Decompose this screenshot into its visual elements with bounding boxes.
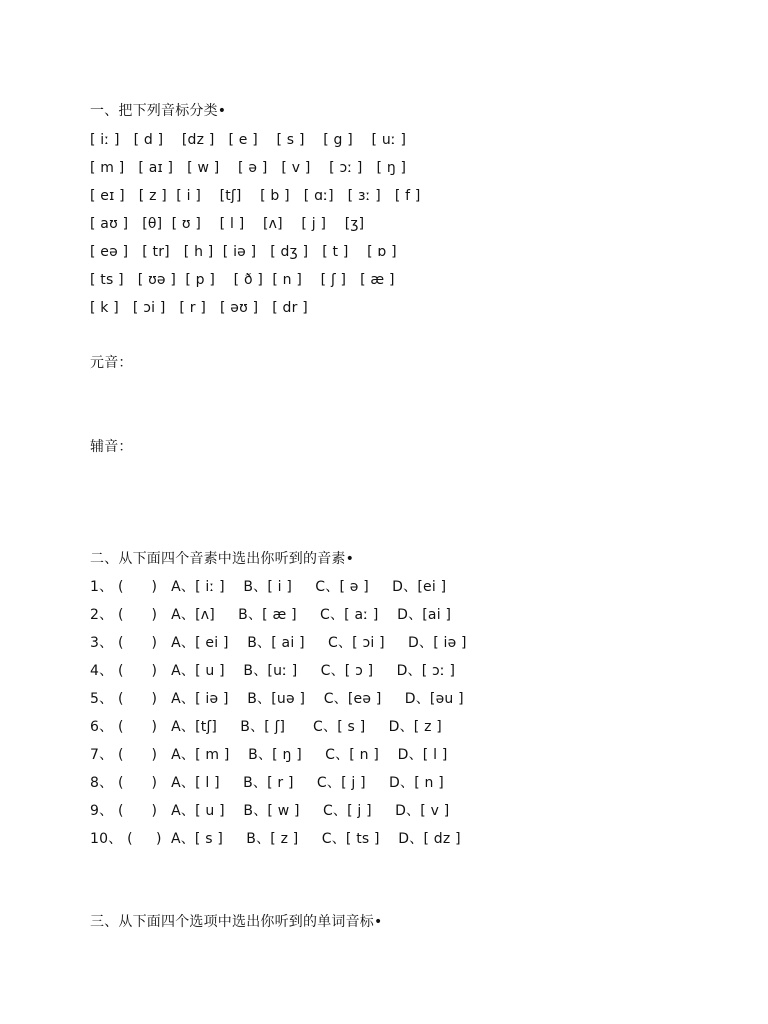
phonetic-row-1: [ iː ] [ d ] [dz ] [ e ] [ s ] [ g ] [ uː ]: [90, 132, 407, 148]
phonetic-row-2: [ m ] [ aɪ ] [ w ] [ ə ] [ v ] [ ɔː ] [ ŋ ]: [90, 160, 407, 176]
phonetic-row-3: [ eɪ ] [ z ] [ i ] [tʃ] [ b ] [ ɑː] [ ɜː ] [ f ]: [90, 188, 421, 204]
section2-heading: 二、从下面四个音素中选出你听到的音素•: [90, 551, 355, 567]
question-row-9: 9、 ( ) A、[ u ] B、[ w ] C、[ j ] D、[ v ]: [90, 803, 450, 819]
question-row-8: 8、 ( ) A、[ l ] B、[ r ] C、[ j ] D、[ n ]: [90, 775, 444, 791]
vowels-label: 元音：: [90, 355, 133, 371]
question-row-1: 1、 ( ) A、[ iː ] B、[ i ] C、[ ə ] D、[ei ]: [90, 579, 447, 595]
phonetic-row-5: [ eə ] [ tr] [ h ] [ iə ] [ dʒ ] [ t ] [ ɒ ]: [90, 244, 397, 260]
phonetic-row-6: [ ts ] [ ʊə ] [ p ] [ ð ] [ n ] [ ʃ ] [ æ ]: [90, 272, 395, 288]
question-row-4: 4、 ( ) A、[ u ] B、[uː ] C、[ ɔ ] D、[ ɔː ]: [90, 663, 456, 679]
phonetic-row-4: [ aʊ ] [θ] [ ʊ ] [ l ] [ʌ] [ j ] [ʒ]: [90, 216, 365, 232]
question-row-2: 2、 ( ) A、[ʌ] B、[ æ ] C、[ aː ] D、[ai ]: [90, 607, 452, 623]
section1-heading: 一、把下列音标分类•: [90, 103, 227, 119]
question-row-3: 3、 ( ) A、[ ei ] B、[ ai ] C、[ ɔi ] D、[ iə ]: [90, 635, 467, 651]
question-row-10: 10、 ( ) A、[ s ] B、[ z ] C、[ ts ] D、[ dz ]: [90, 831, 461, 847]
section3-heading: 三、从下面四个选项中选出你听到的单词音标•: [90, 914, 383, 930]
question-row-7: 7、 ( ) A、[ m ] B、[ ŋ ] C、[ n ] D、[ l ]: [90, 747, 448, 763]
phonetic-row-7: [ k ] [ ɔi ] [ r ] [ əʊ ] [ dr ]: [90, 300, 308, 316]
consonants-label: 辅音：: [90, 439, 133, 455]
question-row-6: 6、 ( ) A、[tʃ] B、[ ʃ] C、[ s ] D、[ z ]: [90, 719, 442, 735]
question-row-5: 5、 ( ) A、[ iə ] B、[uə ] C、[eə ] D、[əu ]: [90, 691, 464, 707]
